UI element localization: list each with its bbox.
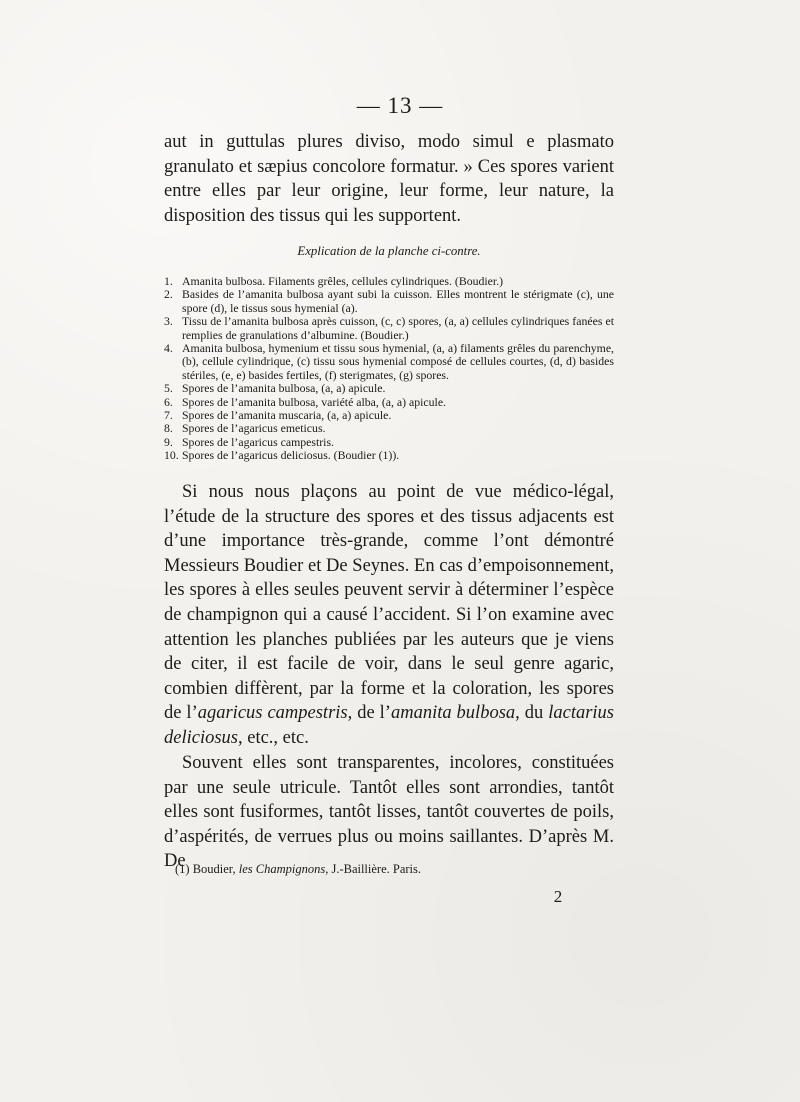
paragraph-2 — [164, 480, 614, 751]
legend-item-number: 9. — [164, 434, 173, 449]
paragraph-2-text-a: Si nous nous plaçons au point de vue médico-légal, l’étude de la structure des spores et des tissus adjacents est d’une importance très-grande, comme l’ont démontré Messieurs Boudier et De Seynes. En cas d’empoisonnement, les spores à elles seules peuvent servir à déterminer l’espèce de champignon qui a causé l’accident. Si l’on examine avec attention les planches publiées par les auteurs que je viens de citer, il est facile de voir, dans le seul genre agaric, combien diffèrent, par la forme et la coloration, les spores de l’ — [164, 482, 614, 724]
paragraph-2-text-c: , du — [515, 703, 549, 724]
legend-item-text: Spores de l’amanita bulbosa, (a, a) apicule. — [182, 381, 386, 396]
caption-title: Explication de la planche ci-contre. — [297, 244, 481, 258]
legend-item — [164, 342, 614, 382]
legend-item — [164, 382, 614, 395]
legend-item-text: Basides de l’amanita bulbosa ayant subi la cuisson. Elles montrent le stérigmate (c), une spore (d), le tissus sous hymenial (a). — [182, 287, 614, 315]
legend-item-number: 3. — [164, 314, 173, 329]
footnote-title: les Champignons — [238, 862, 326, 876]
figure-legend — [164, 275, 614, 463]
legend-item-number: 7. — [164, 408, 173, 423]
footnote — [175, 861, 495, 877]
signature-mark: 2 — [553, 887, 563, 906]
legend-item-text: Spores de l’agaricus campestris. — [182, 434, 335, 449]
legend-item — [164, 422, 614, 435]
legend-item-number: 6. — [164, 394, 173, 409]
legend-item-number: 1. — [164, 274, 173, 288]
legend-item-text: Spores de l’amanita bulbosa, variété alba, (a, a) apicule. — [182, 394, 447, 409]
legend-item — [164, 396, 614, 409]
legend-item-text: Spores de l’amanita muscaria, (a, a) apicule. — [182, 408, 392, 423]
legend-item-text: Tissu de l’amanita bulbosa après cuisson, (c, c) spores, (a, a) cellules cylindriques fanées et remplies de granulations d’albumine. (Boudier.) — [182, 314, 614, 342]
paragraph-2-text-b: , de l’ — [347, 703, 391, 724]
legend-item — [164, 449, 614, 462]
legend-item — [164, 436, 614, 449]
legend-item — [164, 315, 614, 342]
legend-item — [164, 409, 614, 422]
legend-item — [164, 275, 614, 288]
legend-item-number: 2. — [164, 287, 173, 302]
legend-item-number: 5. — [164, 381, 173, 396]
legend-item-text: Amanita bulbosa. Filaments grêles, cellules cylindriques. (Boudier.) — [182, 274, 504, 288]
footnote-rest: , J.-Baillière. Paris. — [325, 862, 422, 876]
paragraph-3: Souvent elles sont transparentes, incolores, constituées par une seule utricule. Tantôt elles sont arrondies, tantôt elles sont fusiformes, tantôt lisses, tantôt couvertes de poils, d’aspérités, de verrues plus ou moins saillantes. D’après M. De — [164, 753, 614, 872]
legend-item — [164, 288, 614, 315]
legend-item-number: 8. — [164, 421, 173, 436]
footnote-marker: (1) Boudier, — [175, 862, 239, 876]
species-amanita-bulbosa: amanita bulbosa — [390, 703, 516, 724]
legend-item-text: Spores de l’agaricus emeticus. — [182, 421, 326, 436]
legend-item-number: 4. — [164, 341, 173, 356]
species-agaricus-campestris: agaricus campestris — [197, 703, 348, 724]
legend-item-text: Amanita bulbosa, hymenium et tissu sous hymenial, (a, a) filaments grêles du parenchyme, (b), cellule cylindrique, (c) tissu sous hymenial composé de cellules courtes, (d, d) basides stériles, (e, e) basides fertiles, (f) sterigmates, (g) spores. — [182, 341, 614, 382]
paragraph-1: aut in guttulas plures diviso, modo simul e plasmato granulato et sæpius concolore formatur. » Ces spores varient entre elles par leur origine, leur forme, leur nature, la disposition des tissus qui les supportent. — [164, 132, 614, 226]
legend-item-number: 10. — [164, 448, 179, 463]
paragraph-2-text-d: , etc., etc. — [238, 727, 309, 748]
page-number: — 13 — — [356, 93, 444, 118]
legend-item-text: Spores de l’agaricus deliciosus. (Boudier (1)). — [182, 448, 400, 463]
species-lactarius-deliciosus: lactarius deliciosus — [164, 703, 614, 748]
